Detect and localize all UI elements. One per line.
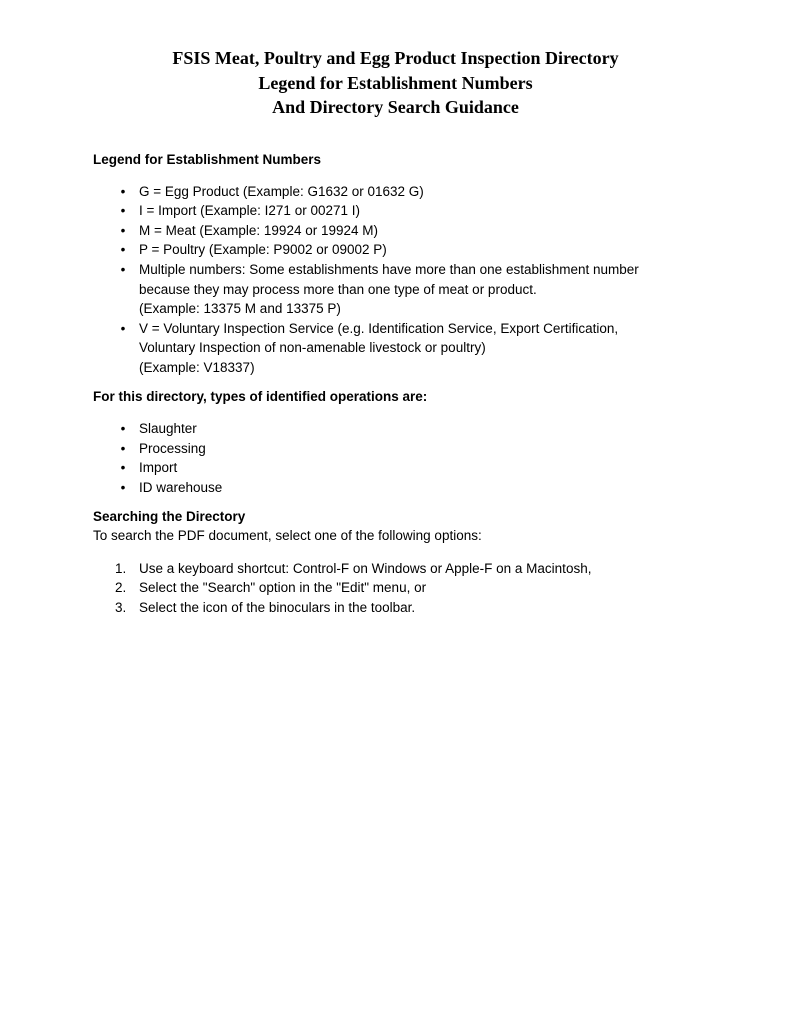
operation-item-text: Import <box>139 460 178 476</box>
bullet-icon: • <box>120 479 126 495</box>
search-steps-list <box>93 559 693 618</box>
bullet-icon: • <box>120 203 126 219</box>
operation-item <box>93 478 693 498</box>
operations-heading: For this directory, types of identified operations are: <box>93 388 428 404</box>
operation-item <box>93 458 693 478</box>
operation-item <box>93 439 693 459</box>
legend-item <box>93 240 693 260</box>
bullet-icon: • <box>120 440 126 456</box>
bullet-icon: • <box>120 222 126 238</box>
legend-item-text: M = Meat (Example: 19924 or 19924 M) <box>139 222 378 238</box>
step-number: 2. <box>115 580 127 596</box>
legend-item-text: V = Voluntary Inspection Service (e.g. Identification Service, Export Certification, <box>139 320 619 336</box>
document-body <box>93 150 693 617</box>
operation-item-text: Processing <box>139 440 206 456</box>
operation-item-text: ID warehouse <box>139 479 223 495</box>
search-intro: To search the PDF document, select one of the following options: <box>93 528 482 544</box>
legend-item <box>93 260 693 319</box>
legend-item <box>93 319 693 378</box>
legend-item-text: Voluntary Inspection of non-amenable livestock or poultry) <box>139 340 486 356</box>
step-text: Select the "Search" option in the "Edit" menu, or <box>139 580 427 596</box>
legend-item-text: G = Egg Product (Example: G1632 or 01632 G) <box>139 183 424 199</box>
search-step <box>93 559 693 579</box>
legend-item-text: I = Import (Example: I271 or 00271 I) <box>139 203 360 219</box>
bullet-icon: • <box>120 261 126 277</box>
legend-list <box>93 182 693 378</box>
operations-list <box>93 419 693 497</box>
document-title <box>0 46 791 120</box>
legend-heading: Legend for Establishment Numbers <box>93 152 322 167</box>
legend-item-text: P = Poultry (Example: P9002 or 09002 P) <box>139 242 387 258</box>
step-number: 1. <box>115 560 127 576</box>
bullet-icon: • <box>120 320 126 336</box>
search-step <box>93 578 693 598</box>
step-text: Use a keyboard shortcut: Control-F on Windows or Apple-F on a Macintosh, <box>139 560 592 576</box>
search-step <box>93 598 693 618</box>
bullet-icon: • <box>120 183 126 199</box>
operation-item <box>93 419 693 439</box>
step-number: 3. <box>115 599 127 615</box>
legend-item-text: Multiple numbers: Some establishments have more than one establishment number <box>139 261 639 277</box>
operation-item-text: Slaughter <box>139 421 197 437</box>
title-line-1: FSIS Meat, Poultry and Egg Product Inspection Directory <box>172 48 619 68</box>
title-line-3: And Directory Search Guidance <box>272 97 519 117</box>
legend-item-text: (Example: V18337) <box>139 359 255 375</box>
legend-item-text: (Example: 13375 M and 13375 P) <box>139 301 341 317</box>
bullet-icon: • <box>120 242 126 258</box>
bullet-icon: • <box>120 460 126 476</box>
step-text: Select the icon of the binoculars in the toolbar. <box>139 599 416 615</box>
legend-item <box>93 221 693 241</box>
bullet-icon: • <box>120 421 126 437</box>
legend-item <box>93 182 693 202</box>
legend-item-text: because they may process more than one type of meat or product. <box>139 281 537 297</box>
search-heading: Searching the Directory <box>93 508 246 524</box>
legend-item <box>93 201 693 221</box>
title-line-2: Legend for Establishment Numbers <box>258 72 533 93</box>
